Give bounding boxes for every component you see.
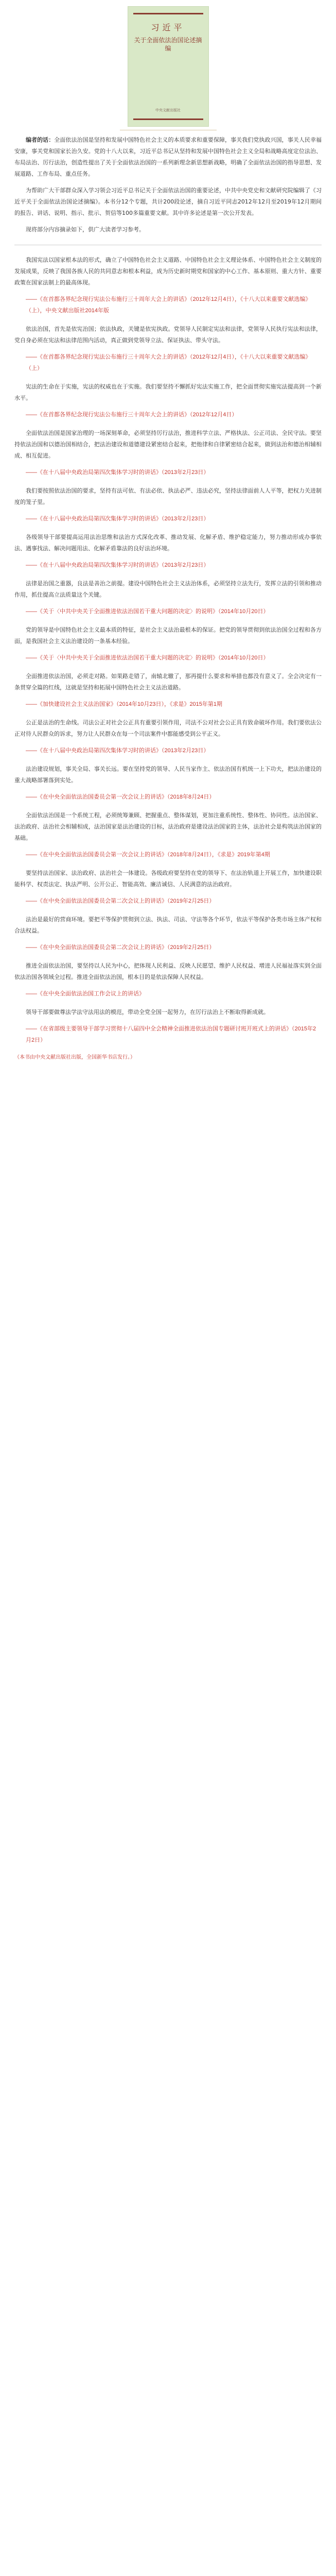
excerpt-item [14,868,322,907]
excerpt-text: 推进全面依法治国，要坚持以人民为中心，把体现人民利益、反映人民愿望、维护人民权益、增进人民福祉落实到全面依法治国各领域全过程。推进全面依法治国，根本目的是依法保障人民权益。 [14,963,322,980]
excerpt-item [14,1007,322,1046]
excerpt-item [14,914,322,953]
excerpt-text: 法治建设规划，事关全局、事关长远。要在坚持党的领导、人民当家作主、依法治国有机统一上下功夫，把法治建设的重大战略部署落到实处。 [14,766,322,784]
editor-note-paragraph-2: 为帮助广大干部群众深入学习领会习近平总书记关于全面依法治国的重要论述，中共中央党史和文献研究院编辑了《习近平关于全面依法治国论述摘编》。本书分12个专题，共计200段论述，摘自习近平同志2012年12月至2019年12月期间的报告、讲话、说明、指示、批示、贺信等100多篇重要文献。其中许多论述是第一次公开发表。 [14,187,322,216]
excerpt-source: ——《在中央全面依法治国委员会第一次会议上的讲话》（2018年8月24日），《求是》2019年第4期 [26,852,270,858]
excerpt-text: 我国宪法以国家根本法的形式，确立了中国特色社会主义道路、中国特色社会主义理论体系、中国特色社会主义制度的发展成果，反映了我国各族人民的共同意志和根本利益，成为历史新时期党和国家的中心工作、基本原则、重大方针、重要政策在国家法制上的最高体现。 [14,257,322,286]
excerpt-source: ——《在中央全面依法治国委员会第一次会议上的讲话》（2018年8月24日） [26,794,215,800]
excerpt-text: 全面依法治国是国家治理的一场深刻革命，必须坚持厉行法治，推进科学立法、严格执法、公正司法、全民守法。要坚持依法治国和以德治国相结合，把法治建设和道德建设紧密结合起来，把他律和自律紧密结合起来，做到法治和德治相辅相成、相互促进。 [14,430,322,459]
editor-note [14,134,322,235]
cover-publisher: 中央文献出版社 [155,108,181,112]
editor-note-label: 编者的话： [26,137,55,143]
excerpt-item [14,532,322,571]
editor-note-paragraph-1: 编者的话：全面依法治国是坚持和发展中国特色社会主义的本质要求和重要保障，事关我们党执政兴国，事关人民幸福安康，事关党和国家长治久安。党的十八大以来，习近平总书记从坚持和发展中国特色社会主义全局和战略高度定位法治、布局法治、厉行法治，创造性提出了关于全面依法治国的一系列新理念新思想新战略，明确了全面依法治国的指导思想、发展道路、工作布局、重点任务。 [14,137,322,177]
excerpt-text: 法治是最好的营商环境。要把平等保护贯彻到立法、执法、司法、守法等各个环节，依法平等保护各类市场主体产权和合法权益。 [14,917,322,934]
cover-bottom-band [133,118,203,120]
cover-author: 习近平 [151,23,185,32]
excerpt-text: 领导干部要做尊法学法守法用法的模范，带动全党全国一起努力，在厉行法治上不断取得新成就。 [26,1009,269,1015]
excerpt-item [14,717,322,756]
excerpt-item [14,428,322,478]
excerpt-source: ——《关于〈中共中央关于全面推进依法治国若干重大问题的决定〉的说明》（2014年10月20日） [26,608,269,615]
cover-top-band [133,13,203,14]
excerpt-source: ——《在十八届中央政治局第四次集体学习时的讲话》（2013年2月23日） [26,748,209,754]
book-cover [128,6,209,127]
excerpt-source: ——《关于〈中共中央关于全面推进依法治国若干重大问题的决定〉的说明》（2014年10月20日） [26,655,269,661]
excerpt-source: ——《在十八届中央政治局第四次集体学习时的讲话》（2013年2月23日） [26,469,209,476]
excerpt-list [14,255,322,1046]
excerpt-item [14,485,322,524]
excerpt-text: 我们要按照依法治国的要求，坚持有法可依、有法必依、执法必严、违法必究，坚持法律面前人人平等，把权力关进制度的笼子里。 [14,488,322,505]
excerpt-text: 全面依法治国是一个系统工程，必须统筹兼顾、把握重点、整体谋划，更加注重系统性、整体性、协同性。法治国家、法治政府、法治社会相辅相成，法治国家是法治建设的目标，法治政府是建设法治国家的主体，法治社会是构筑法治国家的基础。 [14,812,322,841]
excerpt-source: ——《在首都各界纪念现行宪法公布施行三十周年大会上的讲话》（2012年12月4日），《十八大以来重要文献选编》（上），中央文献出版社2014年版 [26,296,311,314]
excerpt-item [14,764,322,803]
excerpt-source: ——《在十八届中央政治局第四次集体学习时的讲话》（2013年2月23日） [26,562,209,568]
cover-title: 关于全面依法治国论述摘编 [134,37,202,52]
excerpt-text: 宪法的生命在于实施，宪法的权威也在于实施。我们要坚持不懈抓好宪法实施工作，把全面贯彻实施宪法提高到一个新水平。 [14,384,322,401]
excerpt-item [14,324,322,374]
excerpt-source: ——《加快建设社会主义法治国家》（2014年10月23日），《求是》2015年第1期 [26,701,223,707]
excerpt-text: 法律是治国之重器，良法是善治之前提。建设中国特色社会主义法治体系，必须坚持立法先行，发挥立法的引领和推动作用，抓住提高立法质量这个关键。 [14,581,322,598]
excerpt-source: ——《在省部级主要领导干部学习贯彻十八届四中全会精神全面推进依法治国专题研讨班开班式上的讲话》（2015年2月2日） [26,1026,316,1043]
excerpt-text: 全面推进依法治国，必须走对路。如果路走错了，南辕北辙了，那再提什么要求和举措也都没有意义了。全会决定有一条贯穿全篇的红线，这就是坚持和拓展中国特色社会主义法治道路。 [14,673,322,691]
excerpt-text: 依法治国，首先是依宪治国；依法执政，关键是依宪执政。党领导人民制定宪法和法律，党领导人民执行宪法和法律，党自身必须在宪法和法律范围内活动，真正做到党领导立法、保证执法、带头守法。 [14,326,322,344]
excerpt-text: 党的领导是中国特色社会主义最本质的特征，是社会主义法治最根本的保证。把党的领导贯彻到依法治国全过程和各方面，是我国社会主义法治建设的一条基本经验。 [14,627,322,645]
excerpt-text: 公正是法治的生命线。司法公正对社会公正具有重要引领作用，司法不公对社会公正具有致命破坏作用。我们要依法公正对待人民群众的诉求，努力让人民群众在每一个司法案件中都能感受到公平正义。 [14,720,322,737]
excerpt-item [14,624,322,664]
excerpt-item [14,381,322,420]
excerpt-source: ——《在中央全面依法治国委员会第二次会议上的讲话》（2019年2月25日） [26,944,215,951]
excerpt-item [14,810,322,860]
excerpt-item [14,960,322,999]
book-cover-section [0,0,336,130]
excerpt-item [14,671,322,710]
excerpt-text: 要坚持法治国家、法治政府、法治社会一体建设。各级政府要坚持在党的领导下、在法治轨道上开展工作，加快建设职能科学、权责法定、执法严明、公开公正、智能高效、廉洁诚信、人民满意的法治政府。 [14,870,322,888]
excerpt-item [14,578,322,617]
excerpt-source: ——《在首都各界纪念现行宪法公布施行三十周年大会上的讲话》（2012年12月4日） [26,412,238,418]
excerpt-source: ——《在首都各界纪念现行宪法公布施行三十周年大会上的讲话》（2012年12月4日），《十八大以来重要文献选编》（上） [26,354,311,371]
excerpt-text: 各级领导干部要提高运用法治思维和法治方式深化改革、推动发展、化解矛盾、维护稳定能力，努力推动形成办事依法、遇事找法、解决问题用法、化解矛盾靠法的良好法治环境。 [14,534,322,552]
excerpt-item [14,255,322,316]
excerpt-source: ——《在十八届中央政治局第四次集体学习时的讲话》（2013年2月23日） [26,516,209,522]
footer-note: （本书由中央文献出版社出版，全国新华书店发行。） [14,1055,135,1060]
editor-note-paragraph-3: 现将部分内容摘录如下，供广大读者学习参考。 [26,226,145,233]
excerpt-source: ——《在中央全面依法治国委员会第二次会议上的讲话》（2019年2月25日） [26,898,215,904]
excerpt-source: ——《在中央全面依法治国工作会议上的讲话》 [26,991,145,997]
